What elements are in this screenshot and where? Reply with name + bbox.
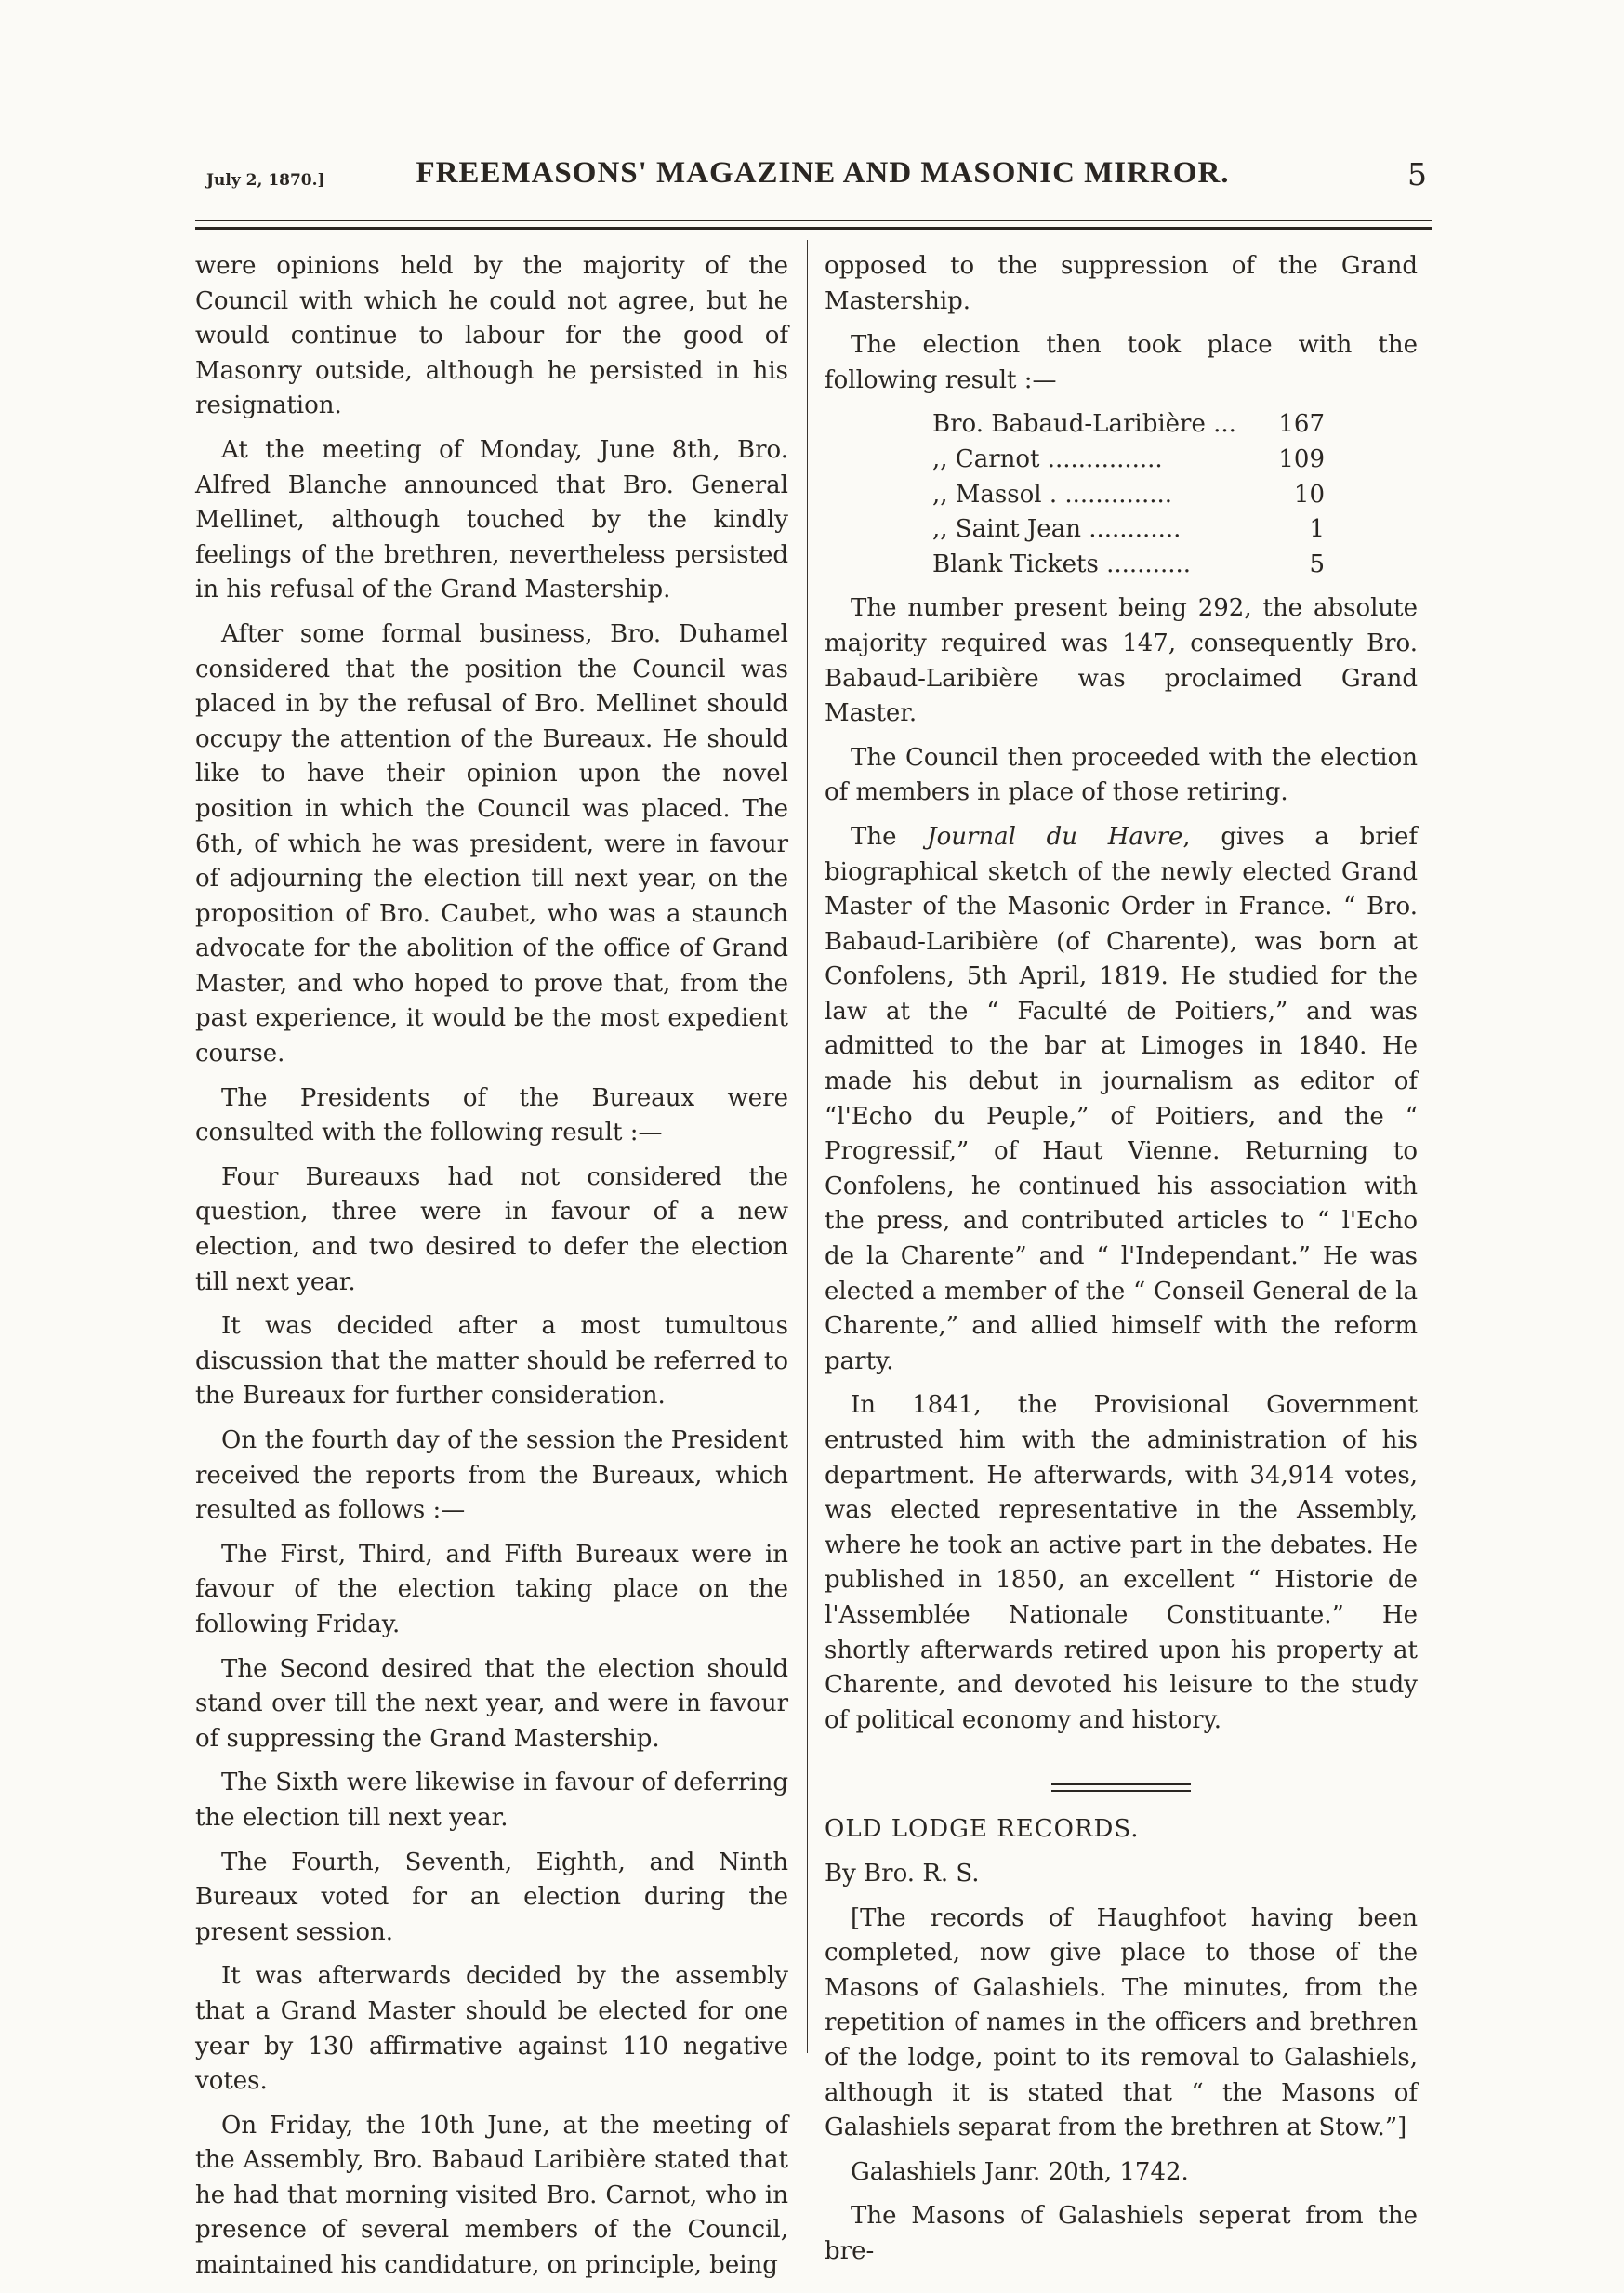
- right-column: [825, 249, 1418, 2278]
- paragraph: The Second desired that the election should stand over till the next year, and were in favour of suppressing the Grand Mastership.: [195, 1654, 788, 1753]
- section-divider-ornament: [1051, 1783, 1191, 1792]
- paragraph: [The records of Haughfoot having been completed, now give place to those of the Masons of Galashiels. The minutes, from the repetition of names in the officers and brethren of the lodge, point to its removal to Galashiels, although it is stated that “ the Masons of Galashiels separat from the brethren at Stow.”]: [825, 1903, 1418, 2142]
- vote-count: 1: [1309, 515, 1325, 544]
- paragraph: The Fourth, Seventh, Eighth, and Ninth Bureaux voted for an election during the present session.: [195, 1848, 788, 1946]
- result-row: [932, 443, 1325, 478]
- journal-title: Journal du Havre: [927, 822, 1183, 851]
- result-row: [932, 478, 1325, 513]
- paragraph: On Friday, the 10th June, at the meeting of the Assembly, Bro. Babaud Laribière stated that he had that morning visited Bro. Carnot, who in presence of several members of the Council, maintained his candidature, on principle, being: [195, 2111, 788, 2280]
- magazine-title: FREEMASONS' MAGAZINE AND MASONIC MIRROR.: [416, 156, 1230, 190]
- paragraph: In 1841, the Provisional Government entrusted him with the administration of his department. He afterwards, with 34,914 votes, was elected representative in the Assembly, where he took an active part in the debates. He published in 1850, an excellent “ Historie de l'Assemblée Nationale Constituante.” He shortly afterwards retired upon his property at Charente, and devoted his leisure to the study of political economy and history.: [825, 1391, 1418, 1734]
- paragraph: [825, 820, 1418, 1380]
- paragraph: opposed to the suppression of the Grand Mastership.: [825, 252, 1418, 315]
- paragraph: The First, Third, and Fifth Bureaux were in favour of the election taking place on the following Friday.: [195, 1540, 788, 1638]
- candidate-name: ,, Saint Jean ............: [932, 515, 1182, 544]
- byline: By Bro. R. S.: [825, 1859, 980, 1888]
- paragraph: were opinions held by the majority of the Council with which he could not agree, but he would continue to labour for the good of Masonry outside, although he persisted in his resignation.: [195, 252, 788, 420]
- paragraph: On the fourth day of the session the President received the reports from the Bureaux, which resulted as follows :—: [195, 1426, 788, 1525]
- left-column: [195, 249, 788, 2293]
- result-row: [932, 548, 1325, 583]
- vote-count: 5: [1309, 550, 1325, 578]
- paragraph: The Presidents of the Bureaux were consulted with the following result :—: [195, 1083, 788, 1147]
- paragraph: The Masons of Galashiels seperat from the bre-: [825, 2202, 1418, 2265]
- page-header: [195, 156, 1427, 203]
- paragraph: At the meeting of Monday, June 8th, Bro. Alfred Blanche announced that Bro. General Mellinet, although touched by the kindly feelings of the brethren, nevertheless persisted in his refusal of the Grand Mastership.: [195, 435, 788, 604]
- paragraph: It was afterwards decided by the assembly that a Grand Master should be elected for one year by 130 affirmative against 110 negative votes.: [195, 1962, 788, 2096]
- text-run: The: [851, 822, 928, 851]
- header-rule-thick: [195, 227, 1432, 230]
- vote-count: 167: [1278, 410, 1325, 439]
- paragraph: The election then took place with the following result :—: [825, 331, 1418, 394]
- election-results-table: [932, 407, 1325, 582]
- paragraph: The number present being 292, the absolute majority required was 147, consequently Bro. Babaud-Laribière was proclaimed Grand Master.: [825, 594, 1418, 728]
- vote-count: 10: [1293, 480, 1325, 509]
- candidate-name: Blank Tickets ...........: [932, 550, 1192, 578]
- paragraph: It was decided after a most tumultous discussion that the matter should be referred to the Bureaux for further consideration.: [195, 1312, 788, 1411]
- column-divider: [807, 240, 808, 2053]
- page-number: 5: [1407, 156, 1427, 192]
- issue-date: July 2, 1870.]: [206, 171, 325, 190]
- paragraph: The Sixth were likewise in favour of deferring the election till next year.: [195, 1769, 788, 1832]
- paragraph: Four Bureauxs had not considered the question, three were in favour of a new election, and two desired to defer the election till next year.: [195, 1162, 788, 1296]
- result-row: [932, 407, 1325, 443]
- candidate-name: Bro. Babaud-Laribière ...: [932, 410, 1236, 439]
- result-row: [932, 512, 1325, 548]
- vote-count: 109: [1278, 444, 1325, 473]
- dateline: Galashiels Janr. 20th, 1742.: [851, 2157, 1189, 2186]
- paragraph: After some formal business, Bro. Duhamel considered that the position the Council was placed in by the refusal of Bro. Mellinet should occupy the attention of the Bureaux. He should like to have their opinion upon the novel position in which the Council was placed. The 6th, of which he was president, were in favour of adjourning the election till next year, on the proposition of Bro. Caubet, who was a staunch advocate for the abolition of the office of Grand Master, and who hoped to prove that, from the past experience, it would be the most expedient course.: [195, 619, 788, 1068]
- header-rule-thin: [195, 220, 1432, 221]
- text-run: , gives a brief biographical sketch of the newly elected Grand Master of the Masonic Order in France. “ Bro. Babaud-Laribière (of Charente), was born at Confolens, 5th April, 1819. He studied for the law at the “ Faculté de Poitiers,” and was admitted to the bar at Limoges in 1840. He made his debut in journalism as editor of “l'Echo du Peuple,” of Poitiers, and the “ Progressif,” of Haut Vienne. Returning to Confolens, he continued his association with the press, and contributed articles to “ l'Echo de la Charente” and “ l'Independant.” He was elected a member of the “ Conseil General de la Charente,” and allied himself with the reform party.: [825, 822, 1418, 1375]
- paragraph: The Council then proceeded with the election of members in place of those retiring.: [825, 743, 1418, 807]
- section-title: OLD LODGE RECORDS.: [825, 1815, 1140, 1844]
- candidate-name: ,, Carnot ...............: [932, 444, 1163, 473]
- candidate-name: ,, Massol . ..............: [932, 480, 1173, 509]
